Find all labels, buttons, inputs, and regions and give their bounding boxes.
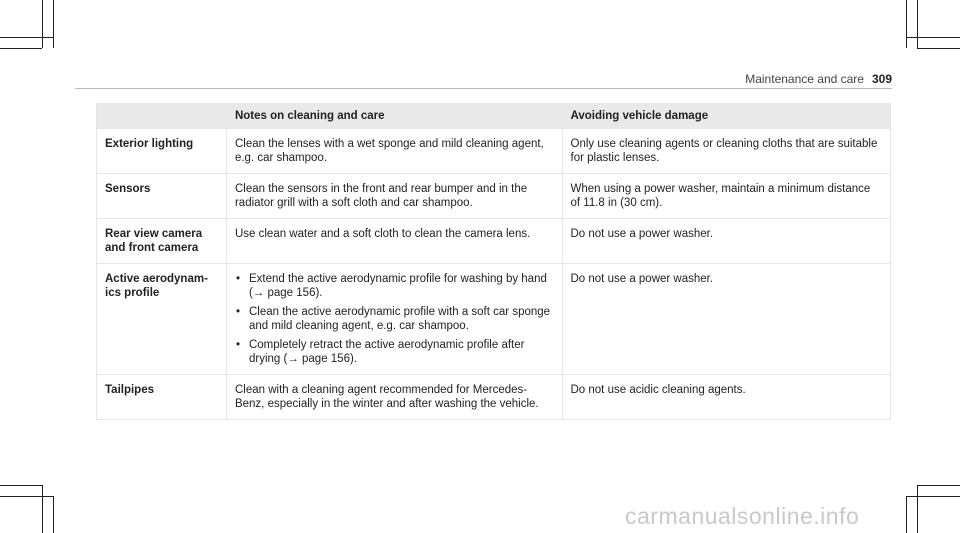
row-label: Exterior lighting [97, 129, 227, 174]
section-title: Maintenance and care [745, 72, 864, 86]
care-cell: Use clean water and a soft cloth to clean the camera lens. [226, 219, 562, 264]
bullet-list [235, 272, 554, 366]
column-header: Notes on cleaning and care [226, 104, 562, 129]
crop-mark [42, 485, 43, 533]
column-header: Avoiding vehicle damage [562, 104, 891, 129]
care-cell [226, 264, 562, 375]
crop-mark [917, 0, 918, 48]
damage-cell: When using a power washer, maintain a minimum distance of 11.8 in (30 cm). [562, 174, 891, 219]
crop-mark [906, 37, 960, 38]
table-row [97, 375, 891, 420]
header-rule [75, 88, 892, 89]
crop-mark [53, 496, 54, 533]
care-table [96, 103, 891, 420]
row-label: Active aerodynam-ics profile [97, 264, 227, 375]
table-row [97, 219, 891, 264]
table-row [97, 264, 891, 375]
table-row [97, 129, 891, 174]
damage-cell: Only use cleaning agents or cleaning cloths that are suitable for plastic lenses. [562, 129, 891, 174]
table-header-row [97, 104, 891, 129]
crop-mark [0, 485, 42, 486]
table-row [97, 174, 891, 219]
damage-cell: Do not use acidic cleaning agents. [562, 375, 891, 420]
crop-mark [906, 0, 907, 48]
crop-mark [42, 0, 43, 48]
damage-cell: Do not use a power washer. [562, 264, 891, 375]
crop-mark [0, 37, 53, 38]
list-item: • Completely retract the active aerodynamic profile after drying (→ page 156). [235, 338, 554, 366]
list-item: • Clean the active aerodynamic profile with a soft car sponge and mild cleaning agent, e.g. car shampoo. [235, 305, 554, 333]
crop-mark [917, 48, 960, 49]
list-item: • Extend the active aerodynamic profile for washing by hand (→ page 156). [235, 272, 554, 300]
crop-mark [906, 496, 960, 497]
crop-mark [917, 485, 960, 486]
care-cell: Clean the lenses with a wet sponge and mild cleaning agent, e.g. car shampoo. [226, 129, 562, 174]
care-cell: Clean with a cleaning agent recommended for Mercedes-Benz, especially in the winter and after washing the vehicle. [226, 375, 562, 420]
care-cell: Clean the sensors in the front and rear bumper and in the radiator grill with a soft cloth and car shampoo. [226, 174, 562, 219]
damage-cell: Do not use a power washer. [562, 219, 891, 264]
crop-mark [0, 48, 42, 49]
row-label: Tailpipes [97, 375, 227, 420]
page-number: 309 [871, 72, 892, 86]
watermark: carmanualsonline.info [625, 503, 860, 529]
row-label: Sensors [97, 174, 227, 219]
column-header [97, 104, 227, 129]
row-label: Rear view camera and front camera [97, 219, 227, 264]
crop-mark [53, 0, 54, 48]
page-header [660, 72, 892, 86]
crop-mark [0, 496, 53, 497]
